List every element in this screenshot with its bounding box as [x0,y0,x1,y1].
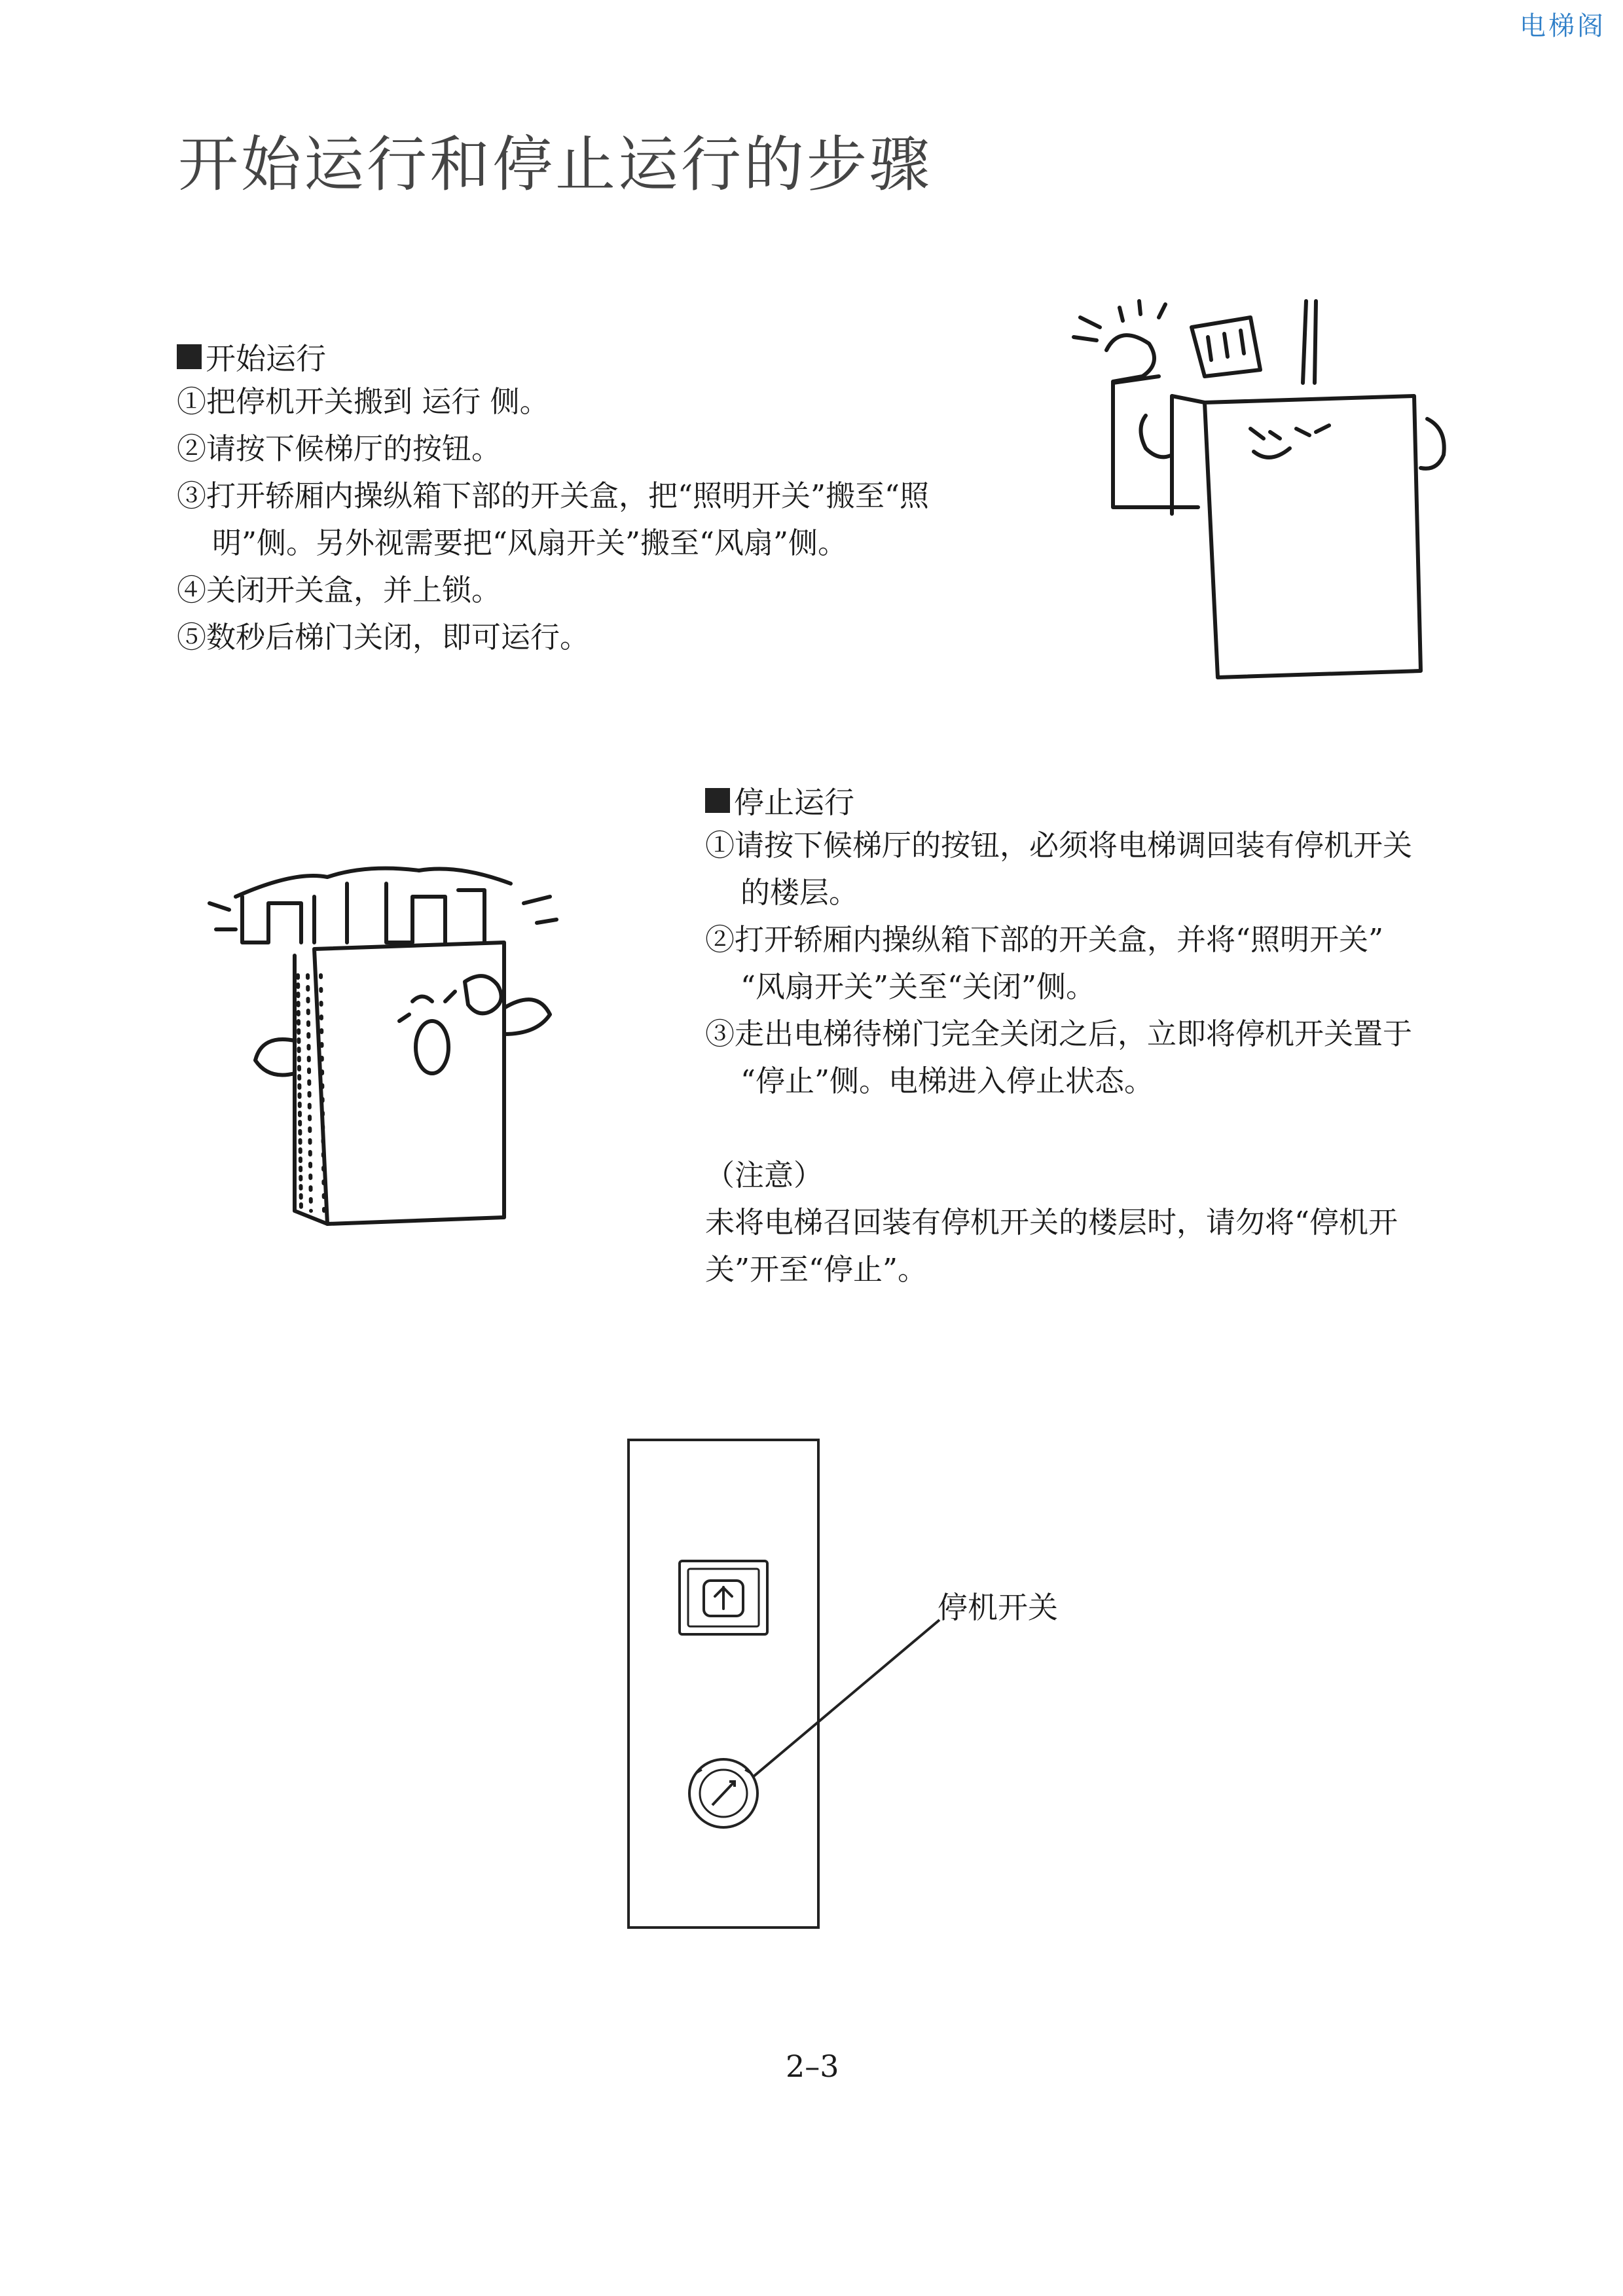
stop-heading-text: 停止运行 [734,785,854,820]
page-title: 开始运行和停止运行的步骤 [178,130,933,200]
start-heading-text: 开始运行 [206,341,326,376]
page-number: 2–3 [786,2049,839,2084]
note-section [705,1152,1398,1293]
stop-step-3: ③走出电梯待梯门完全关闭之后，立即将停机开关置于 [705,1016,1413,1051]
start-step-5: ⑤数秒后梯门关闭，即可运行。 [177,620,590,655]
note-heading: （注意） [705,1158,824,1193]
stop-step-3-cont: “停止”侧。电梯进入停止状态。 [740,1064,1154,1098]
operation-panel [629,1440,818,1928]
square-bullet-icon [177,344,202,369]
stop-step-2-cont: “风扇开关”关至“关闭”侧。 [740,969,1096,1004]
stop-step-1: ①请按下候梯厅的按钮，必须将电梯调回装有停机开关 [705,828,1413,863]
start-step-1: ①把停机开关搬到 运行 侧。 [177,384,549,419]
stop-step-1-cont: 的楼层。 [740,875,859,910]
note-line-1: 未将电梯召回装有停机开关的楼层时，请勿将“停机开 [705,1205,1398,1240]
elevator-stop-illustration [196,844,589,1237]
start-heading [177,335,929,378]
square-bullet-icon [705,788,730,813]
start-step-2: ②请按下候梯厅的按钮。 [177,431,501,466]
start-step-3: ③打开轿厢内操纵箱下部的开关盒，把“照明开关”搬至“照 [177,478,930,513]
note-line-2: 关”开至“停止”。 [705,1252,928,1287]
start-step-3-cont: 明”侧。另外视需要把“风扇开关”搬至“风扇”侧。 [212,526,848,560]
elevator-start-illustration [1074,298,1480,684]
stop-section [705,779,1412,1105]
start-section [177,335,929,661]
callout-label: 停机开关 [938,1590,1058,1625]
operation-panel-diagram [622,1433,1080,1937]
watermark: 电梯阁 [1520,11,1606,41]
start-step-4: ④关闭开关盒，并上锁。 [177,573,501,607]
key-switch-icon [689,1759,757,1827]
up-arrow-icon [680,1561,767,1634]
stop-heading [705,779,1412,822]
stop-step-2: ②打开轿厢内操纵箱下部的开关盒，并将“照明开关” [705,922,1384,957]
callout-line [753,1620,939,1777]
